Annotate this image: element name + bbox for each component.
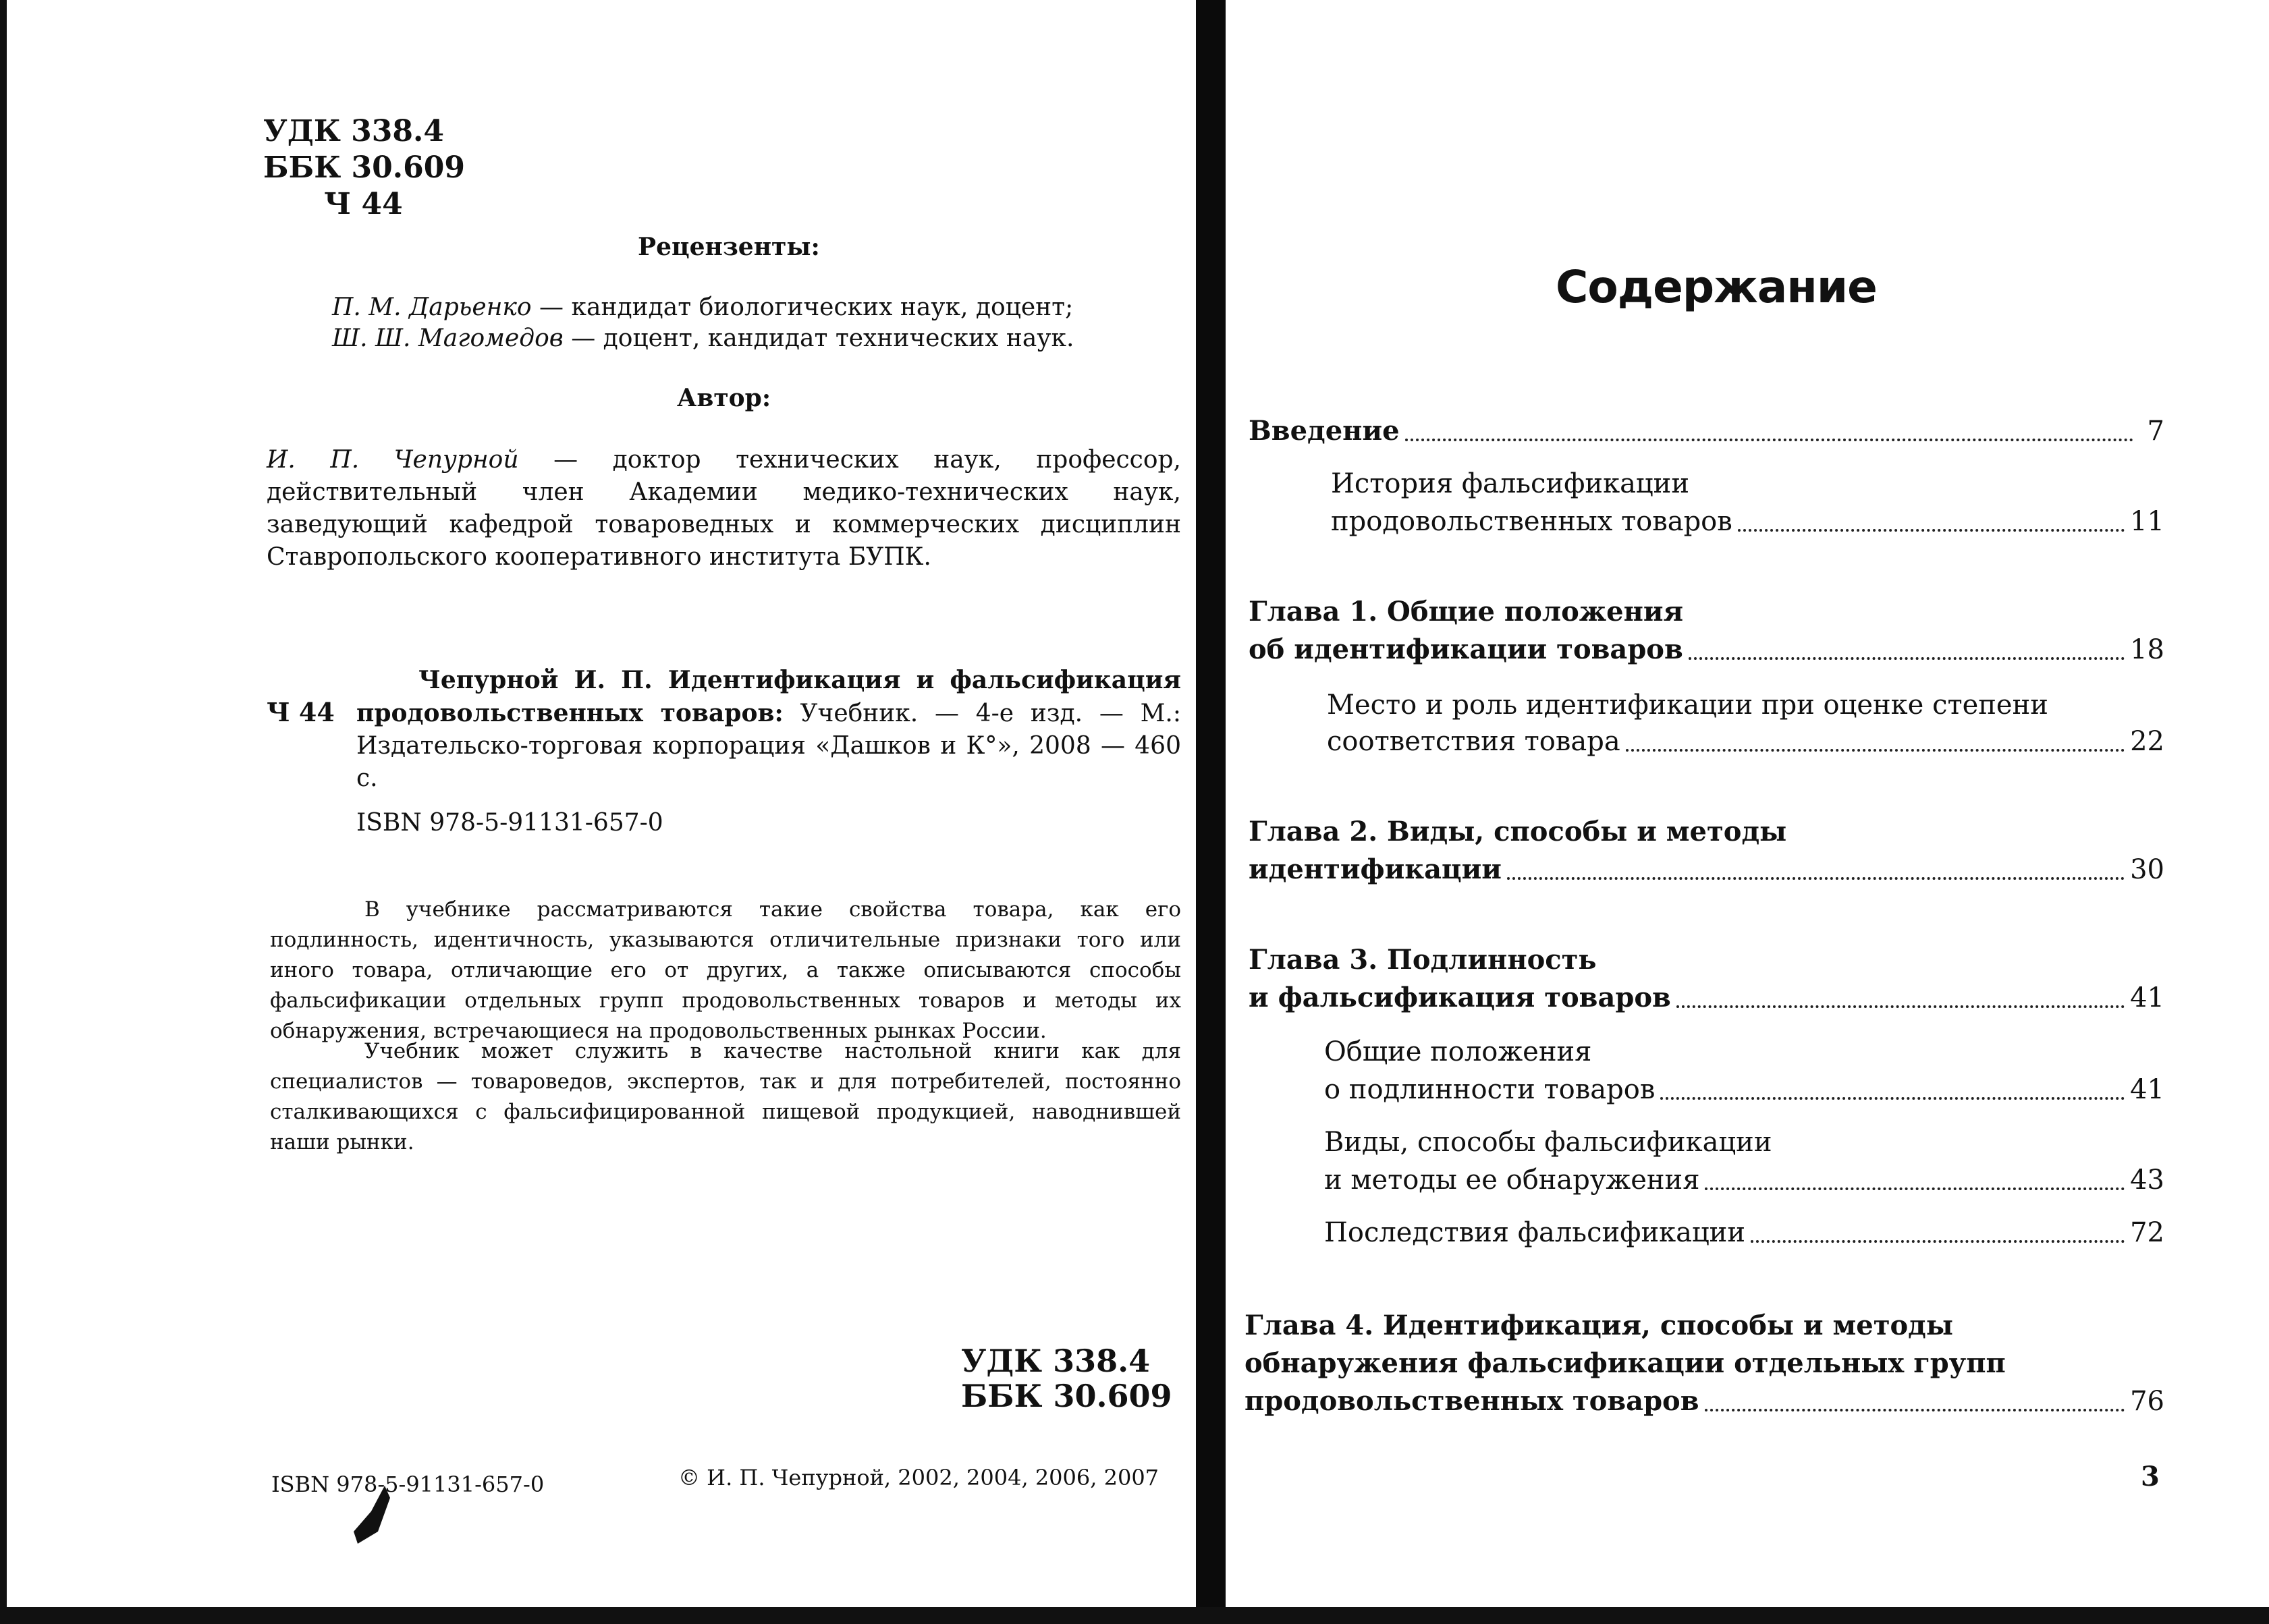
publisher-mark-icon: [351, 1484, 391, 1545]
toc-title: Содержание: [1556, 261, 1877, 313]
toc-entry-label: соответствия товара: [1327, 726, 1620, 757]
toc-ch3-section-1[interactable]: [1324, 1071, 2164, 1108]
udk-code: УДК 338.4: [263, 114, 444, 148]
reviewer-2-text: — доцент, кандидат технических наук.: [571, 325, 1074, 352]
bbk-code: ББК 30.609: [263, 150, 465, 185]
toc-leader: [1705, 1187, 2125, 1190]
reviewer-1: [332, 291, 1073, 324]
bib-code: Ч 44: [267, 697, 335, 727]
toc-leader: [1705, 1409, 2125, 1411]
toc-chapter-2-line1: Глава 2. Виды, способы и методы: [1249, 816, 1787, 847]
toc-chapter-1[interactable]: [1249, 632, 2164, 668]
reviewer-1-text: — кандидат биологических наук, доцент;: [539, 293, 1074, 321]
toc-page-number: 7: [2147, 416, 2164, 447]
toc-entry-label: идентификации: [1249, 853, 1502, 885]
reviewers-heading: Рецензенты:: [638, 233, 820, 261]
toc-chapter-4[interactable]: [1245, 1383, 2164, 1420]
bib-author-title: Чепурной И. П. Идентификация и фальсификация продовольственных товаров:: [356, 666, 1181, 727]
toc-page-number: 22: [2130, 726, 2164, 757]
toc-entry-label: Введение: [1249, 415, 1400, 447]
toc-leader: [1626, 749, 2125, 752]
bib-record: [356, 664, 1181, 795]
toc-ch1-section-1-line1: Место и роль идентификации при оценке степени: [1327, 690, 2048, 721]
toc-ch3-section-3[interactable]: [1324, 1214, 2164, 1251]
abstract-paragraph-2: Учебник может служить в качестве настольной книги как для специалистов — товароведов, экспертов, так и для потребителей, постоянно сталкивающихся с фальсифицированной пищевой продукцией, наводнившей наши рынки.: [270, 1039, 1181, 1154]
bib-details: Учебник. — 4-е изд. — М.: Издательско-торговая корпорация «Дашков и К°», 2008 — 460 с.: [356, 700, 1181, 792]
toc-chapter-4-line1: Глава 4. Идентификация, способы и методы: [1245, 1310, 1953, 1341]
abstract-paragraph-1: В учебнике рассматриваются такие свойства товара, как его подлинность, идентичность, указываются отличительные признаки того или иного товара, отличающие его от других, а также описываются способы фальсификации отдельных групп продовольственных товаров и методы их обнаружения, встречающиеся на продовольственных рынках России.: [270, 897, 1181, 1043]
toc-page-number: 72: [2130, 1217, 2164, 1248]
toc-chapter-1-line1: Глава 1. Общие положения: [1249, 596, 1684, 627]
toc-entry-label: продовольственных товаров: [1331, 506, 1732, 537]
toc-entry-label: Последствия фальсификации: [1324, 1217, 1746, 1248]
toc-leader: [1660, 1097, 2125, 1100]
scan-bottom-edge: [0, 1607, 2269, 1624]
author-bio: [267, 444, 1181, 573]
toc-page-number: 41: [2130, 1074, 2164, 1105]
toc-chapter-3[interactable]: [1249, 980, 2164, 1016]
toc-entry-history-line1: История фальсификации: [1331, 468, 1689, 499]
toc-chapter-4-line2: обнаружения фальсификации отдельных групп: [1245, 1347, 2006, 1379]
toc-leader: [1507, 877, 2125, 880]
scan-left-edge: [0, 0, 7, 1624]
book-spine: [1196, 0, 1226, 1624]
toc-entry-label: и методы ее обнаружения: [1324, 1165, 1700, 1196]
toc-entry-history[interactable]: [1331, 503, 2164, 540]
isbn-top: ISBN 978-5-91131-657-0: [356, 809, 663, 837]
toc-leader: [1405, 439, 2133, 441]
toc-page-number: 11: [2130, 506, 2164, 537]
reviewer-1-name: П. М. Дарьенко: [332, 293, 532, 321]
isbn-bottom: ISBN 978-5-91131-657-0: [271, 1472, 545, 1497]
toc-chapter-3-line1: Глава 3. Подлинность: [1249, 944, 1597, 976]
copyright: © И. П. Чепурной, 2002, 2004, 2006, 2007: [678, 1465, 1159, 1490]
udk-code-bottom: УДК 338.4: [961, 1343, 1151, 1379]
toc-leader: [1738, 529, 2125, 532]
toc-page-number: 30: [2130, 854, 2164, 885]
toc-entry-label: об идентификации товаров: [1249, 634, 1683, 665]
toc-chapter-2[interactable]: [1249, 851, 2164, 888]
toc-entry-label: продовольственных товаров: [1245, 1385, 1699, 1417]
toc-entry-label: о подлинности товаров: [1324, 1074, 1656, 1105]
author-heading: Автор:: [677, 384, 771, 412]
toc-ch3-section-2[interactable]: [1324, 1162, 2164, 1198]
reviewer-2-name: Ш. Ш. Магомедов: [332, 325, 564, 352]
toc-entry-intro[interactable]: [1249, 413, 2164, 449]
author-bio-text: — доктор технических наук, профессор, действительный член Академии медико-технических наук, заведующий кафедрой товароведных и коммерческих дисциплин Ставропольского кооперативного института БУПК.: [267, 446, 1181, 571]
toc-page-number: 18: [2130, 634, 2164, 665]
toc-page-number: 43: [2130, 1165, 2164, 1196]
toc-leader: [1676, 1005, 2125, 1008]
toc-entry-label: и фальсификация товаров: [1249, 982, 1671, 1013]
toc-leader: [1689, 657, 2125, 660]
toc-page-number: 76: [2130, 1386, 2164, 1417]
bbk-code-bottom: ББК 30.609: [961, 1378, 1172, 1414]
toc-ch1-section-1[interactable]: [1327, 723, 2164, 760]
reviewer-2: [332, 323, 1074, 355]
toc-leader: [1751, 1240, 2125, 1243]
author-mark: Ч 44: [324, 187, 403, 221]
toc-page-number: 41: [2130, 982, 2164, 1013]
toc-ch3-section-1-line1: Общие положения: [1324, 1036, 1592, 1067]
page-number: 3: [2141, 1461, 2160, 1492]
author-name: И. П. Чепурной: [267, 446, 519, 474]
toc-ch3-section-2-line1: Виды, способы фальсификации: [1324, 1127, 1772, 1158]
